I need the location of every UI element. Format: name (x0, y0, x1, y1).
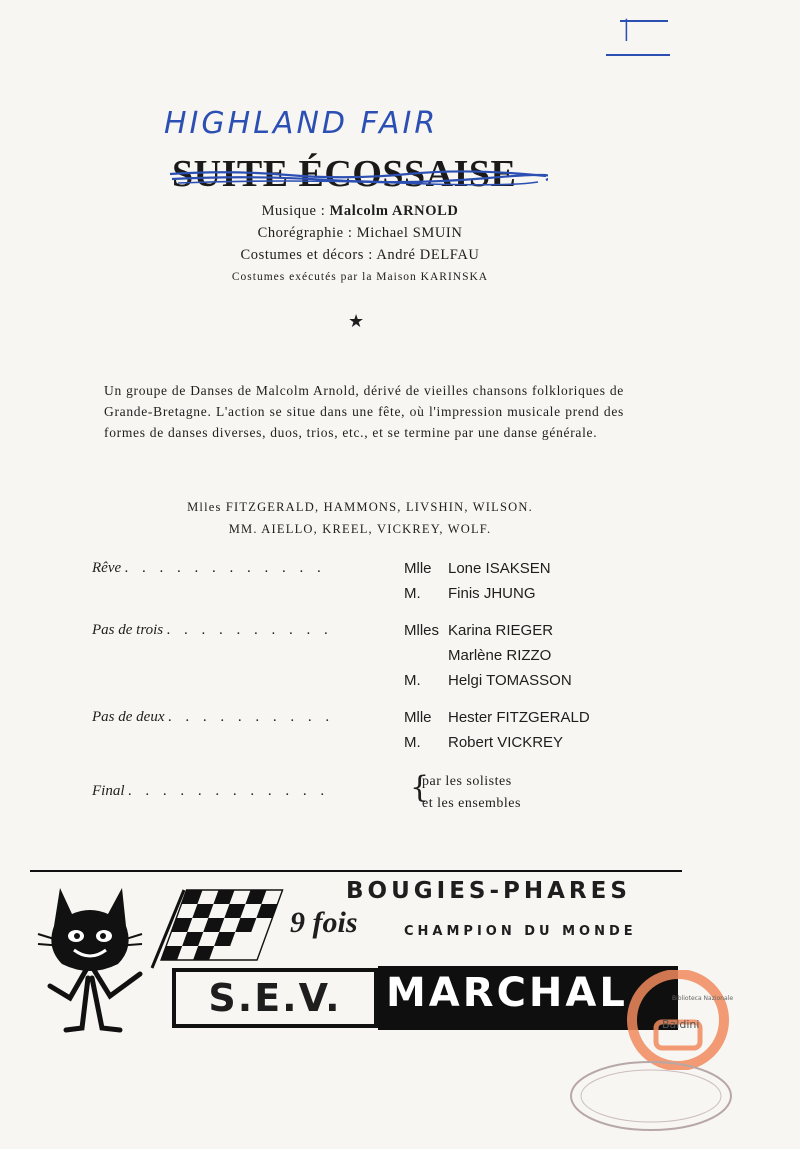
casting-row: M. Finis JHUNG (404, 585, 536, 602)
marchal-advertisement (30, 872, 690, 1042)
casting-row: Rêve . . . . . . . . . . . . Mlle Lone ISAKSEN (92, 560, 551, 577)
library-stamp-logo (618, 970, 742, 1070)
dancer-name: Helgi TOMASSON (448, 672, 572, 689)
handwritten-title: HIGHLAND FAIR (164, 106, 439, 141)
role-reve: Rêve . . . . . . . . . . . . (92, 560, 327, 576)
ad-headline: BOUGIES-PHARES (346, 878, 631, 904)
final-performers: par les solistes et les ensembles (422, 774, 521, 811)
sev-logo-box (172, 968, 378, 1028)
checkered-flag-icon (148, 886, 288, 976)
role-final: Final . . . . . . . . . . . . (92, 783, 330, 799)
title-strikethrough (168, 168, 548, 186)
casting-row: Pas de trois . . . . . . . . . . Mlles Karina RIEGER (92, 622, 554, 639)
credit-costumes-executed: Costumes exécutés par la Maison KARINSKA (231, 271, 489, 283)
sev-logo-text: S.E.V. (208, 976, 342, 1020)
ensemble-list (0, 496, 720, 540)
casting-row: M. Robert VICKREY (404, 734, 564, 751)
ensemble-women: Mlles FITZGERALD, HAMMONS, LIVSHIN, WILSON. (187, 500, 533, 514)
stamp-logo-text: Baldini (662, 1018, 700, 1031)
printed-title: SUITE ÉCOSSAISE (172, 153, 517, 195)
ensemble-men: MM. AIELLO, KREEL, VICKREY, WOLF. (228, 522, 492, 536)
description-paragraph: Un groupe de Danses de Malcolm Arnold, dérivé de vieilles chansons folkloriques de Grande-Bretagne. L'action se situe dans une fête, où l'impression musicale prend des formes de danses diverses, duos, trios, etc., et se termine par une danse générale. (104, 383, 624, 440)
dancer-name: Lone ISAKSEN (448, 560, 551, 577)
credit-costumes: Costumes et décors : André DELFAU (240, 247, 480, 263)
brace-glyph: { (410, 770, 430, 805)
ad-times-script: 9 fois (290, 906, 358, 939)
dancer-name: Marlène RIZZO (448, 647, 552, 664)
casting-row-final (92, 771, 712, 819)
stamp-small-text: Biblioteca Nazionale (672, 995, 734, 1002)
marchal-logo-text: MARCHAL (386, 970, 628, 1016)
credit-choreography: Chorégraphie : Michael SMUIN (257, 225, 463, 241)
dancer-name: Finis JHUNG (448, 585, 536, 602)
role-pas-de-deux: Pas de deux . . . . . . . . . . (92, 709, 335, 725)
page-number-underline (606, 54, 670, 56)
credit-music: Musique : Malcolm ARNOLD (261, 203, 459, 219)
dancer-name: Karina RIEGER (448, 622, 554, 639)
ad-champion: CHAMPION DU MONDE (404, 924, 637, 939)
casting-list (92, 560, 712, 819)
library-oval-stamp (566, 1056, 736, 1136)
role-pas-de-trois: Pas de trois . . . . . . . . . . (92, 622, 334, 638)
page-number: I (622, 14, 633, 49)
dancer-name: Hester FITZGERALD (448, 709, 590, 726)
credits-block (0, 200, 720, 288)
black-cat-icon (30, 878, 150, 1038)
casting-row (92, 647, 712, 672)
star-ornament: ★ (348, 311, 365, 331)
casting-row: M. Helgi TOMASSON (404, 672, 572, 689)
casting-row: Pas de deux . . . . . . . . . . Mlle Hester FITZGERALD (92, 709, 590, 726)
dancer-name: Robert VICKREY (448, 734, 564, 751)
